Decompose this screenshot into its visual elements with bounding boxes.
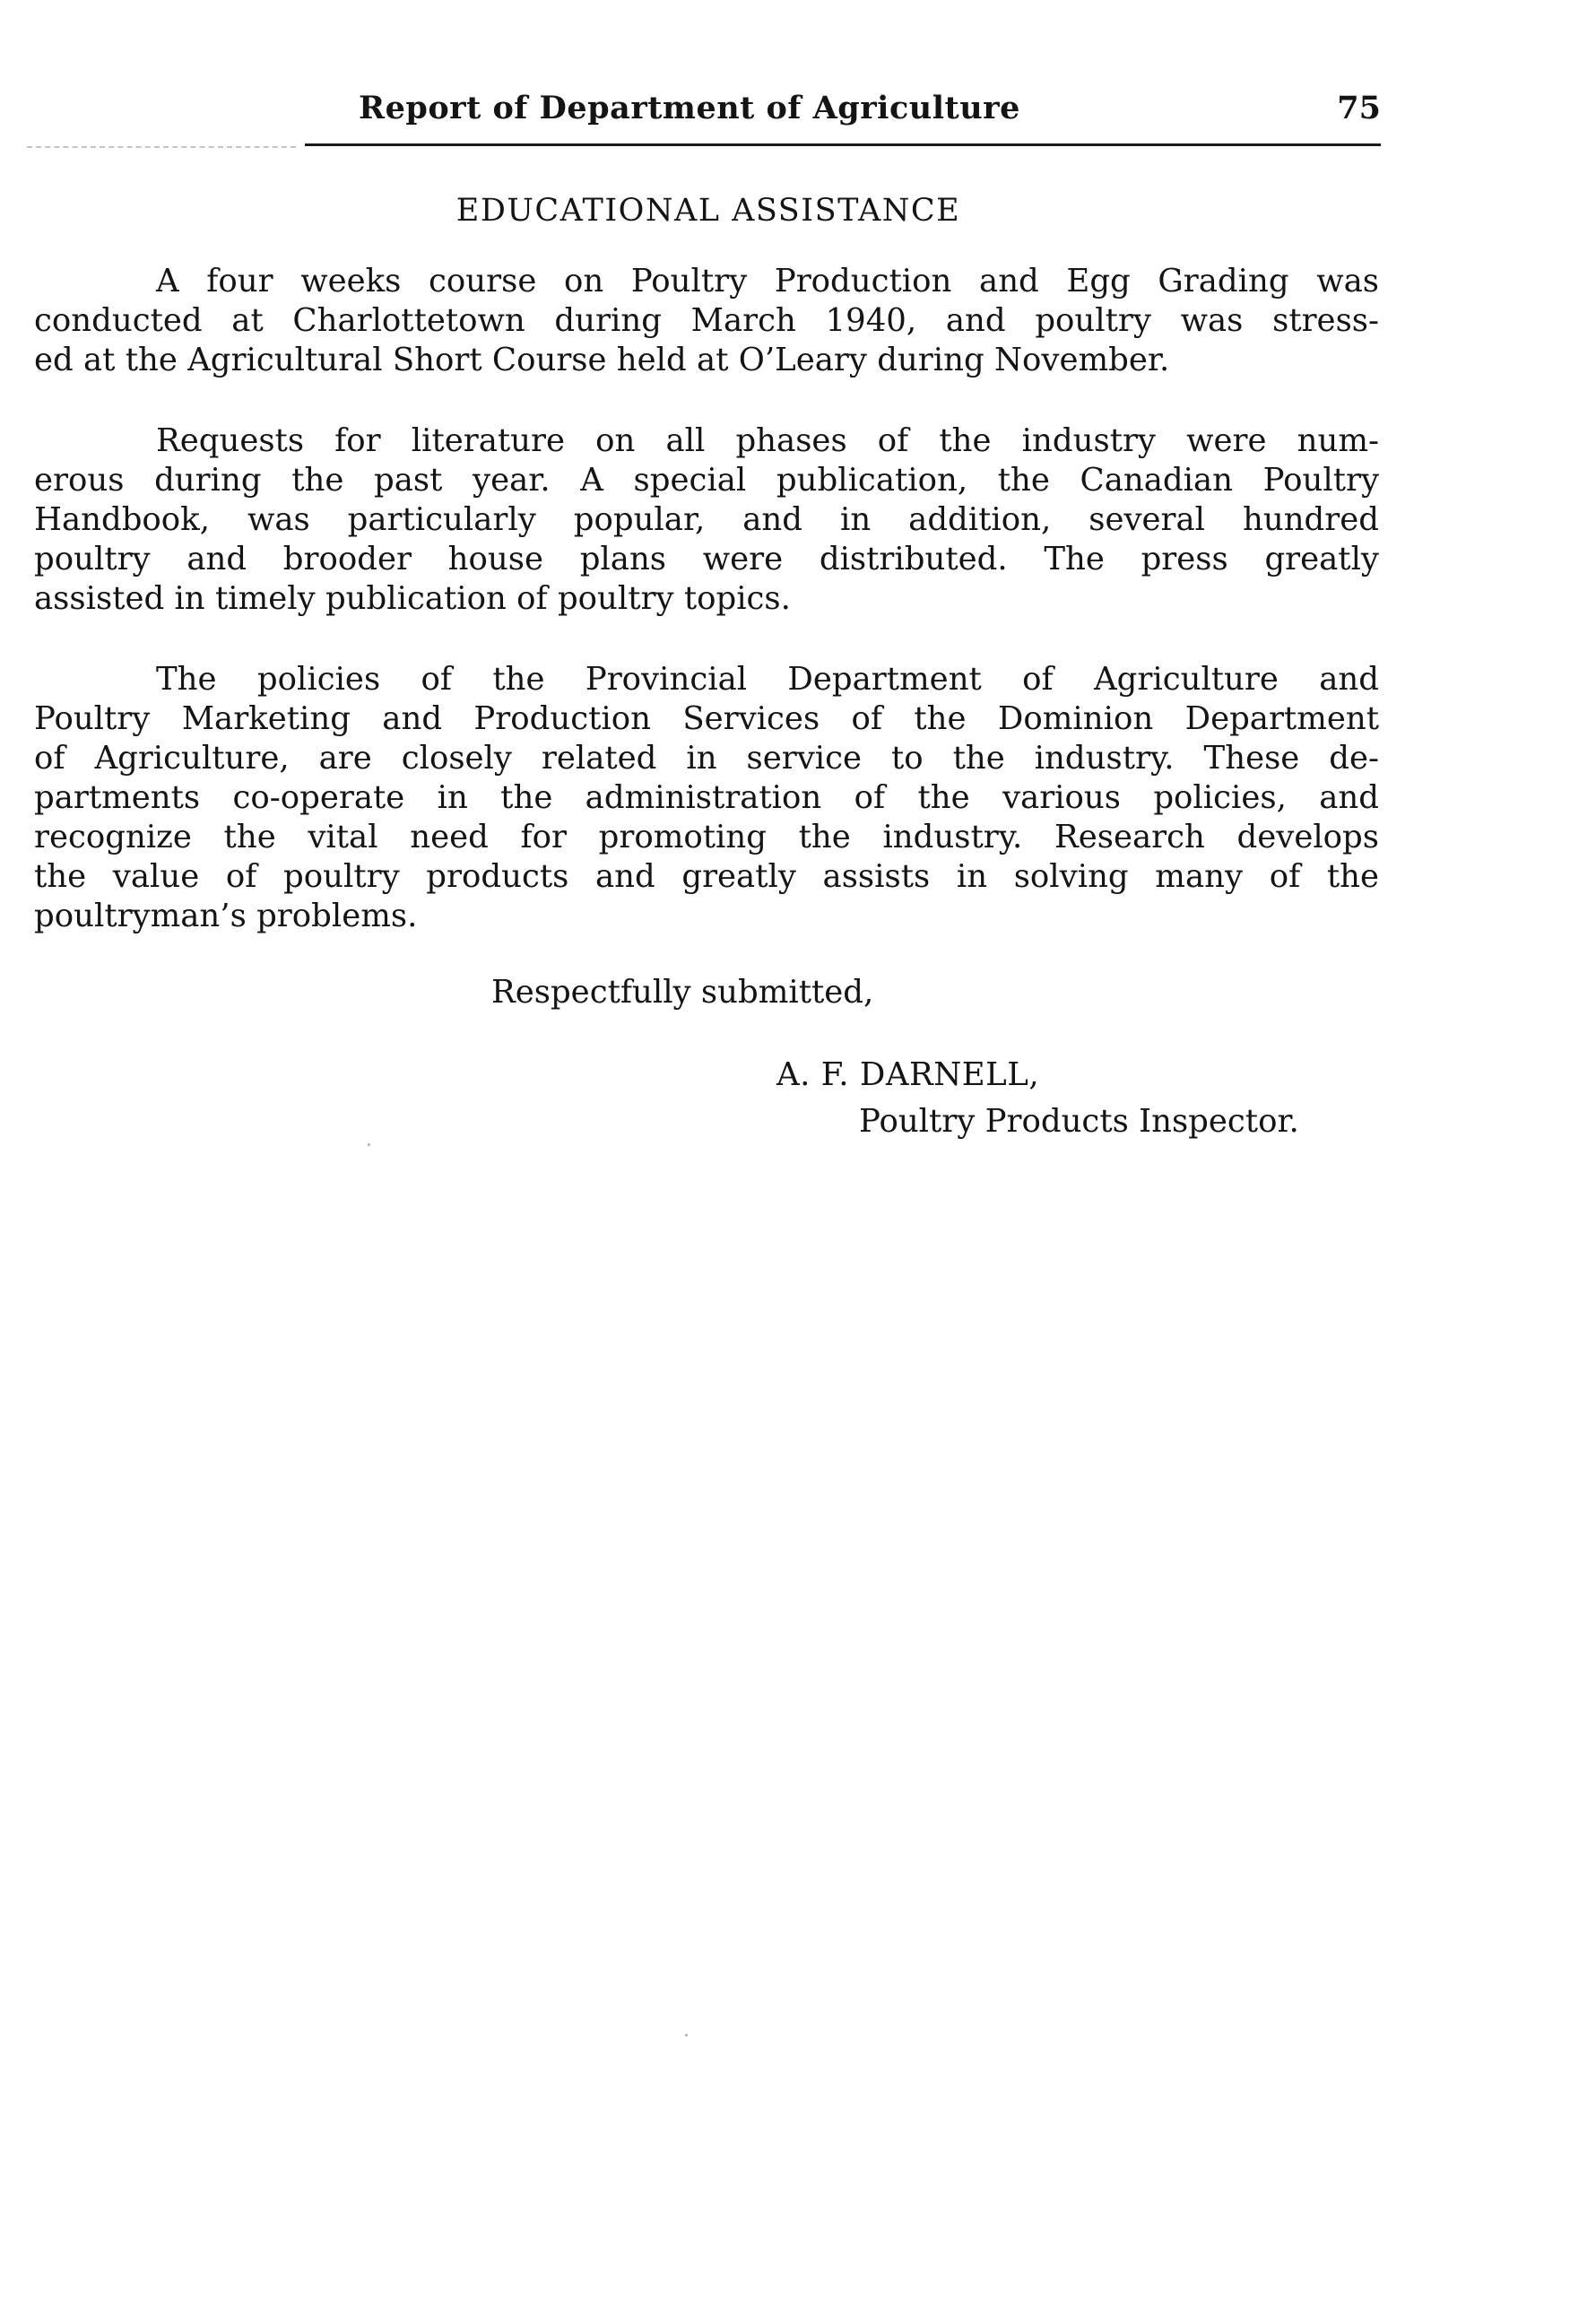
paragraph-literature [34,421,1379,619]
paragraph-line: assisted in timely publication of poultry topics. [34,580,791,617]
paragraph-policies [34,660,1379,936]
paragraph-line: Requests for literature on all phases of the industry were num- [156,422,1379,459]
signer-title: Poultry Products Inspector. [859,1103,1299,1140]
paragraph-line: of Agriculture, are closely related in service to the industry. These de- [34,740,1379,777]
header-rule-faint [27,146,296,148]
signer-name: A. F. DARNELL, [776,1056,1040,1093]
header-rule [305,143,1381,146]
paragraph-line: the value of poultry products and greatly assists in solving many of the [34,858,1379,895]
paragraph-line: Handbook, was particularly popular, and in addition, several hundred [34,501,1379,538]
paragraph-line: recognize the vital need for promoting the industry. Research develops [34,819,1379,855]
paragraph-line: A four weeks course on Poultry Production and Egg Grading was [156,263,1379,300]
paragraph-course [34,262,1379,380]
running-header [305,90,1381,143]
section-title: EDUCATIONAL ASSISTANCE [455,193,961,229]
paragraph-line: ed at the Agricultural Short Course held at O’Leary during November. [34,342,1170,378]
paragraph-line: conducted at Charlottetown during March 1940, and poultry was stress- [34,302,1379,339]
paragraph-line: partments co-operate in the administration of the various policies, and [34,779,1379,816]
paragraph-line: Poultry Marketing and Production Services of the Dominion Department [34,700,1379,737]
page-number: 75 [1337,90,1381,126]
paragraph-line: erous during the past year. A special publication, the Canadian Poultry [34,462,1379,499]
scan-speck [685,2034,688,2036]
header-title: Report of Department of Agriculture [359,90,1020,126]
scan-speck [368,1143,370,1146]
paragraph-line: poultryman’s problems. [34,898,418,934]
paragraph-line: The policies of the Provincial Department of Agriculture and [156,661,1379,698]
paragraph-line: poultry and brooder house plans were distributed. The press greatly [34,541,1379,577]
closing-line: Respectfully submitted, [491,974,874,1011]
